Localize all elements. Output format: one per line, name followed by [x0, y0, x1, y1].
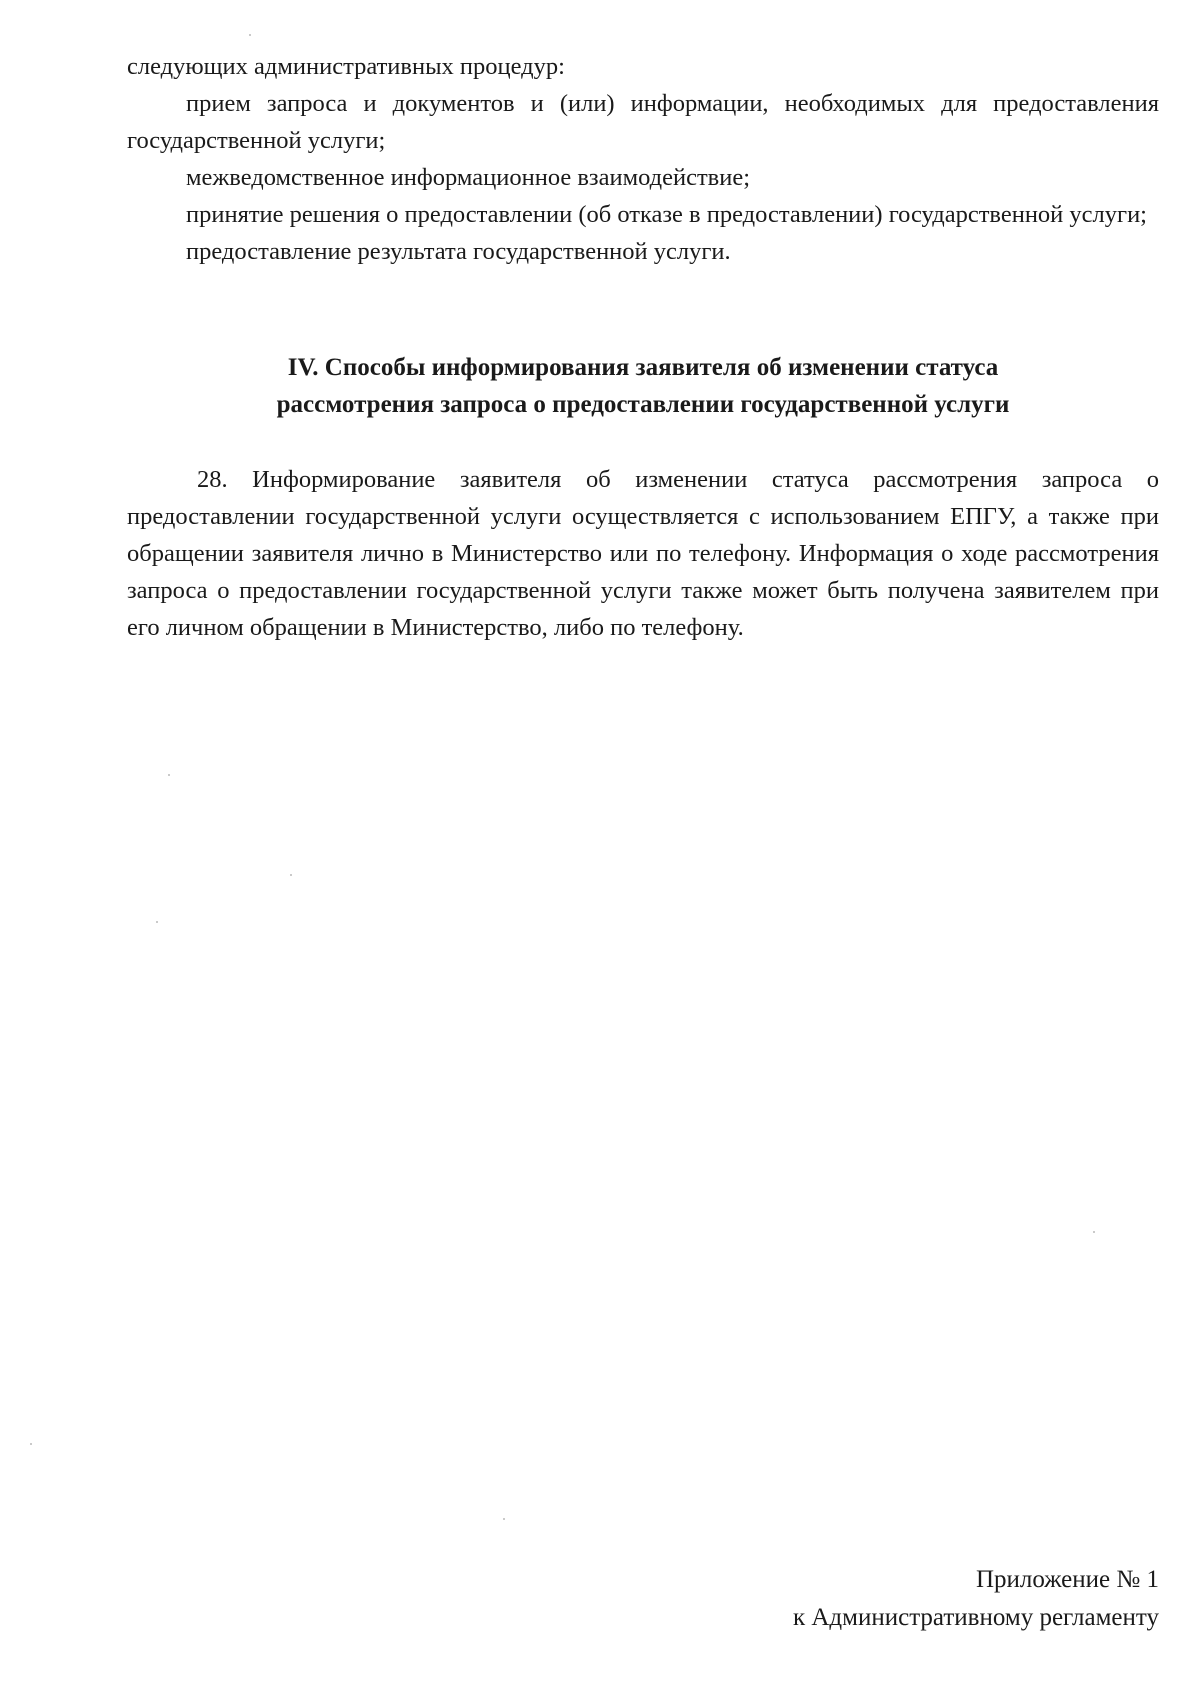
scan-speck — [249, 34, 251, 36]
scan-speck — [290, 874, 292, 876]
procedure-item: принятие решения о предоставлении (об отказе в предоставлении) государственной услуги; — [186, 201, 1147, 228]
appendix-subtitle: к Административному регламенту — [792, 1604, 1159, 1631]
procedures-intro: следующих административных процедур: — [127, 53, 565, 80]
paragraph-28-block — [127, 461, 1159, 646]
appendix-title: Приложение № 1 — [975, 1566, 1159, 1593]
appendix-label — [793, 1561, 1159, 1637]
section-heading-line2: рассмотрения запроса о предоставлении государственной услуги — [276, 391, 1010, 418]
scan-speck — [1093, 1231, 1095, 1233]
paragraph-28: 28. Информирование заявителя об изменении статуса рассмотрения запроса о предоставлении государственной услуги осуществляется с использованием ЕПГУ, а также при обращении заявителя лично в Министерство или по телефону. Информация о ходе рассмотрения запроса о предоставлении государственной услуги также может быть получена заявителем при его личном обращении в Министерство, либо по телефону. — [127, 466, 1159, 641]
scan-speck — [503, 1518, 505, 1520]
section-heading-line1: IV. Способы информирования заявителя об изменении статуса — [287, 354, 999, 381]
section-heading — [127, 349, 1159, 423]
procedures-list — [127, 48, 1159, 270]
scan-speck — [30, 1443, 32, 1445]
procedure-item: прием запроса и документов и (или) информации, необходимых для предоставления государственной услуги; — [127, 90, 1159, 154]
procedure-item: предоставление результата государственной услуги. — [186, 238, 731, 265]
scan-speck — [168, 774, 170, 776]
scan-speck — [156, 921, 158, 923]
procedure-item: межведомственное информационное взаимодействие; — [186, 164, 751, 191]
